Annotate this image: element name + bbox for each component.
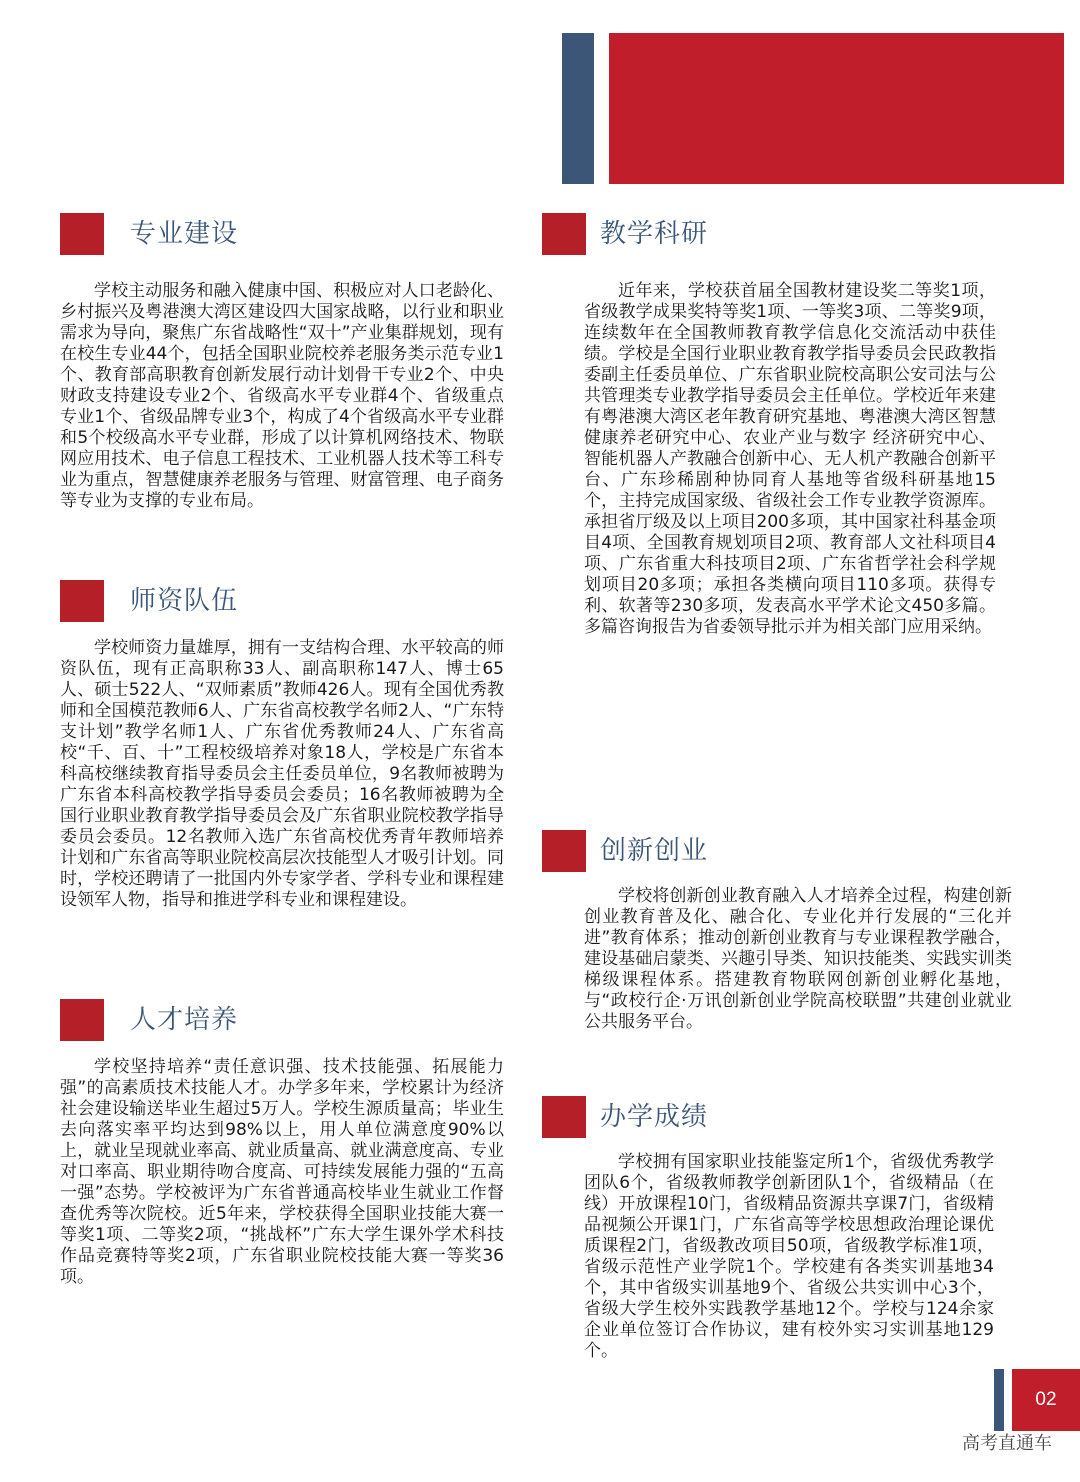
watermark-text: 高考直通车 (962, 1433, 1052, 1454)
section-faculty (60, 580, 504, 911)
heading-square-marker (542, 1096, 586, 1138)
section-body: 学校师资力量雄厚，拥有一支结构合理、水平较高的师资队伍，现有正高职称33人、副高职称147人、博士65人、硕士522人、“双师素质”教师426人。现有全国优秀教师和全国模范教师6人、广东省高校教学名师2人、“广东特支计划”教学名师1人、广东省优秀教师24人、广东省高校“千、百、十”工程校级培养对象18人，学校是广东省本科高校继续教育指导委员会主任委员单位，9名教师被聘为广东省本科高校教学指导委员会委员；16名教师被聘为全国行业职业教育教学指导委员会及广东省职业院校教学指导委员会委员。12名教师入选广东省高校优秀青年教师培养计划和广东省高等职业院校高层次技能型人才吸引计划。同时，学校还聘请了一批国内外专家学者、学科专业和课程建设领军人物，指导和推进学科专业和课程建设。 (60, 638, 504, 910)
section-title: 办学成绩 (600, 1102, 709, 1132)
heading-square-marker (60, 999, 104, 1041)
section-major-construction (60, 213, 504, 512)
section-title: 人才培养 (130, 1005, 239, 1035)
section-body: 近年来，学校获首届全国教材建设奖二等奖1项，省级教学成果奖特等奖1项、一等奖3项、二等奖9项，连续数年在全国教师教育教学信息化交流活动中获佳绩。学校是全国行业职业教育教学指导委员会民政教指委副主任委员单位、广东省职业院校高职公安司法与公共管理类专业教学指导委员会主任单位。学校近年来建有粤港澳大湾区老年教育研究基地、粤港澳大湾区智慧健康养老研究中心、农业产业与数字 经济研究中心、智能机器人产教融合创新中心、无人机产教融合创新平台、广东珍稀剧种协同育人基地等省级科研基地15个，主持完成国家级、省级社会工作专业教学资源库。承担省厅级及以上项目200多项，其中国家社科基金项目4项、全国教育规划项目2项、教育部人文社科项目4项、广东省重大科技项目2项、广东省哲学社会科学规划项目20多项；承担各类横向项目110多项。获得专利、软著等230多项，发表高水平学术论文450多篇。多篇咨询报告为省委领导批示并为相关部门应用采纳。 (584, 281, 996, 637)
heading-square-marker (60, 580, 104, 622)
footer-blue-bar (994, 1369, 1004, 1431)
section-heading (60, 580, 504, 624)
decorative-red-banner (609, 33, 1064, 184)
section-heading (60, 999, 504, 1043)
section-body: 学校坚持培养“责任意识强、技术技能强、拓展能力强”的高素质技术技能人才。办学多年来，学校累计为经济社会建设输送毕业生超过5万人。学校生源质量高；毕业生去向落实率平均达到98%以上，用人单位满意度90%以上，就业呈现就业率高、就业质量高、就业满意度高、专业对口率高、职业期待吻合度高、可持续发展能力强的“五高一强”态势。学校被评为广东省普通高校毕业生就业工作督查优秀等次院校。近5年来，学校获得全国职业技能大赛一等奖1项、二等奖2项，“挑战杯”广东大学生课外学术科技作品竞赛特等奖2项，广东省职业院校技能大赛一等奖36项。 (60, 1057, 504, 1287)
heading-square-marker (542, 213, 586, 255)
page-number: 02 (1012, 1369, 1080, 1431)
section-teaching-research (542, 213, 996, 638)
decorative-blue-bar (562, 33, 594, 184)
section-title: 教学科研 (600, 219, 709, 249)
section-body: 学校将创新创业教育融入人才培养全过程，构建创新创业教育普及化、融合化、专业化并行发展的“三化并进”教育体系；推动创新创业教育与专业课程教学融合，建设基础启蒙类、兴趣引导类、知识技能类、实践实训类梯级课程体系。搭建教育物联网创新创业孵化基地，与“政校行企·万讯创新创业学院高校联盟”共建创业就业公共服务平台。 (584, 886, 1012, 1032)
section-heading (542, 213, 996, 257)
section-heading (60, 213, 504, 257)
section-title: 师资队伍 (130, 586, 239, 616)
section-innovation-entrepreneurship (542, 830, 1012, 1033)
section-heading (542, 830, 1012, 874)
section-title: 创新创业 (600, 836, 709, 866)
section-heading (542, 1096, 994, 1140)
heading-square-marker (542, 830, 586, 872)
section-body: 学校主动服务和融入健康中国、积极应对人口老龄化、乡村振兴及粤港澳大湾区建设四大国家战略，以行业和职业需求为导向，聚焦广东省战略性“双十”产业集群规划，现有在校生专业44个，包括全国职业院校养老服务类示范专业1个、教育部高职教育创新发展行动计划骨干专业2个、中央财政支持建设专业2个、省级高水平专业群4个、省级重点专业1个、省级品牌专业3个，构成了4个省级高水平专业群和5个校级高水平专业群，形成了以计算机网络技术、物联网应用技术、电子信息工程技术、工业机器人技术等工科专业为重点，智慧健康养老服务与管理、财富管理、电子商务等专业为支撑的专业布局。 (60, 281, 504, 511)
section-title: 专业建设 (130, 219, 239, 249)
section-talent-cultivation (60, 999, 504, 1288)
section-school-achievements (542, 1096, 994, 1362)
section-body: 学校拥有国家职业技能鉴定所1个，省级优秀教学团队6个，省级教师教学创新团队1个，省级精品（在线）开放课程10门，省级精品资源共享课7门，省级精品视频公开课1门，广东省高等学校思想政治理论课优质课程2门，省级教改项目50项，省级教学标准1项，省级示范性产业学院1个。学校建有各类实训基地34个，其中省级实训基地9个、省级公共实训中心3个，省级大学生校外实践教学基地12个。学校与124余家企业单位签订合作协议，建有校外实习实训基地129个。 (584, 1152, 994, 1361)
heading-square-marker (60, 213, 104, 255)
